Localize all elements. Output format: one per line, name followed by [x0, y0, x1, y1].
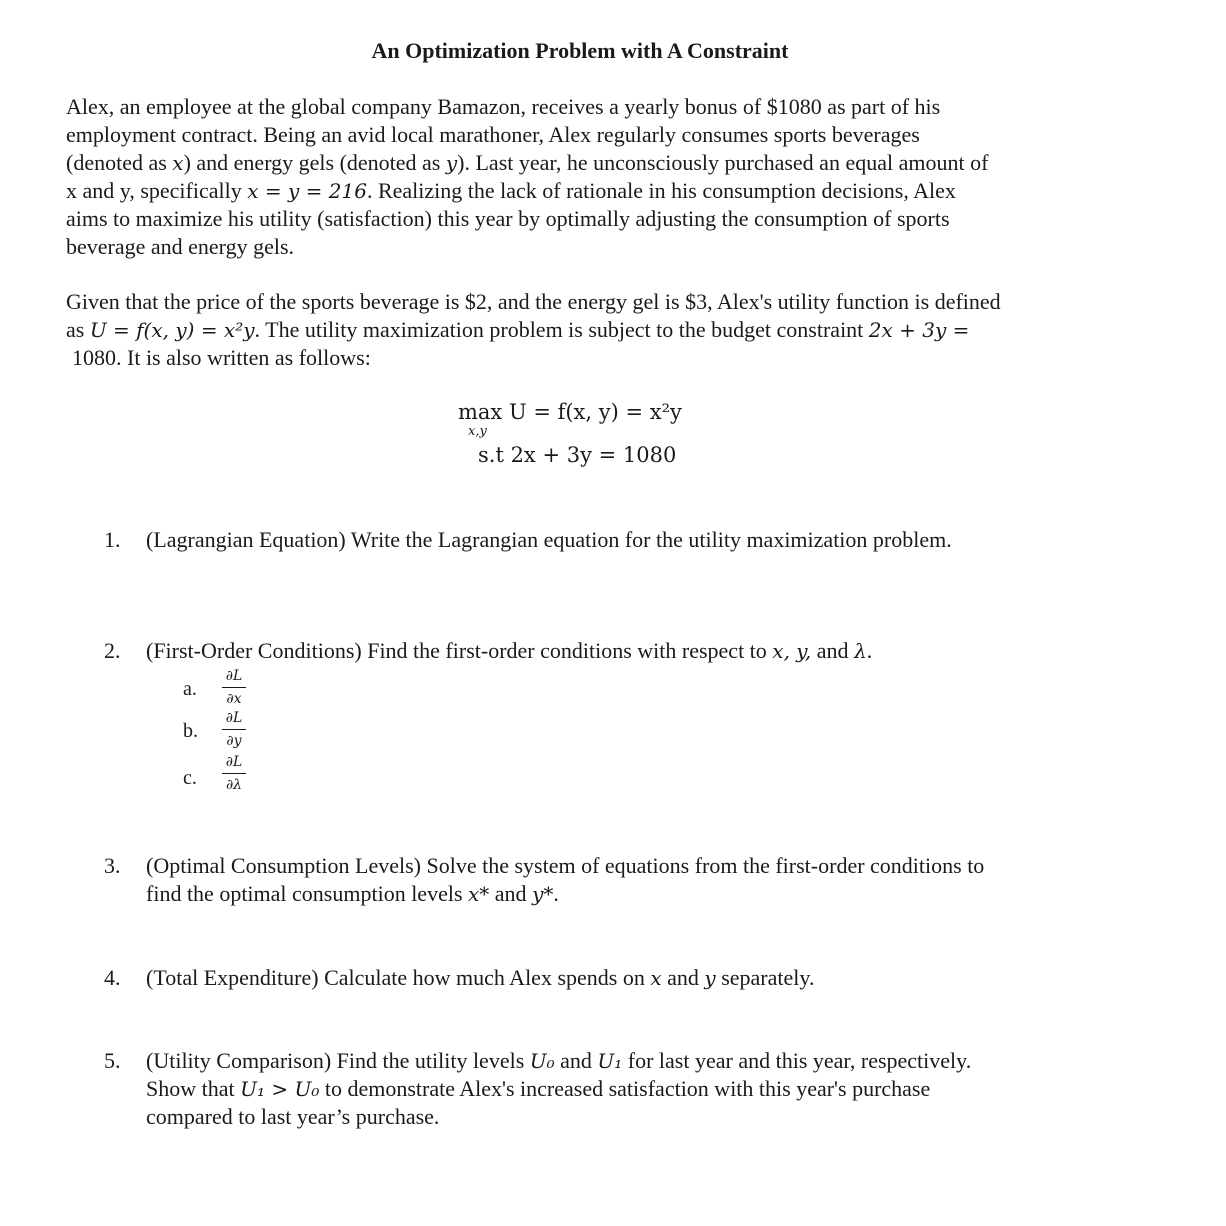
intro-line: employment contract. Being an avid local marathoner, Alex regularly consumes sports beverages	[66, 122, 920, 147]
question-text: (Total Expenditure) Calculate how much Alex spends on x and y separately.	[146, 965, 815, 990]
subpart-label: a.	[183, 678, 197, 700]
given-line: as U = f(x, y) = x²y. The utility maximization problem is subject to the budget constraint 2x + 3y =	[66, 317, 970, 342]
subpart-label: b.	[183, 720, 198, 742]
question-number: 1.	[104, 527, 121, 552]
question-number: 2.	[104, 638, 121, 663]
partial-derivative-y: ∂L ∂y	[220, 709, 248, 750]
question-number: 5.	[104, 1048, 121, 1073]
intro-line: Alex, an employee at the global company Bamazon, receives a yearly bonus of $1080 as part of his	[66, 94, 941, 119]
intro-line: beverage and energy gels.	[66, 234, 295, 259]
question-text: (Lagrangian Equation) Write the Lagrangian equation for the utility maximization problem.	[146, 527, 952, 552]
given-line: 1080. It is also written as follows:	[72, 345, 371, 370]
budget-constraint: s.t 2x + 3y = 1080	[478, 443, 677, 467]
page-title: An Optimization Problem with A Constraint	[371, 38, 789, 63]
intro-line: aims to maximize his utility (satisfaction) this year by optimally adjusting the consumption of sports	[66, 206, 950, 231]
max-subscript: x,y	[468, 424, 487, 439]
question-text: (Utility Comparison) Find the utility levels U₀ and U₁ for last year and this year, respectively. Show that U₁ > U₀ to demonstrate Alex's increased satisfaction with this year's purchase compared to last year’s purchase.	[146, 1048, 972, 1129]
partial-derivative-x: ∂L ∂x	[220, 667, 248, 708]
question-text: (First-Order Conditions) Find the first-order conditions with respect to x, y, and λ.	[146, 638, 873, 663]
given-paragraph	[66, 288, 1106, 372]
intro-line: (denoted as x) and energy gels (denoted as y). Last year, he unconsciously purchased an equal amount of	[66, 150, 989, 175]
given-line: Given that the price of the sports beverage is $2, and the energy gel is $3, Alex's utility function is defined	[66, 289, 1001, 314]
intro-line: x and y, specifically x = y = 216. Realizing the lack of rationale in his consumption decisions, Alex	[66, 178, 956, 203]
intro-paragraph	[66, 93, 1106, 261]
question-text: (Optimal Consumption Levels) Solve the system of equations from the first-order conditions to find the optimal consumption levels x* and y*.	[146, 853, 985, 906]
question-number: 3.	[104, 853, 121, 878]
partial-derivative-lambda: ∂L ∂λ	[220, 753, 248, 794]
question-number: 4.	[104, 965, 121, 990]
subpart-label: c.	[183, 767, 197, 789]
objective-function: max U = f(x, y) = x²y	[458, 400, 682, 424]
